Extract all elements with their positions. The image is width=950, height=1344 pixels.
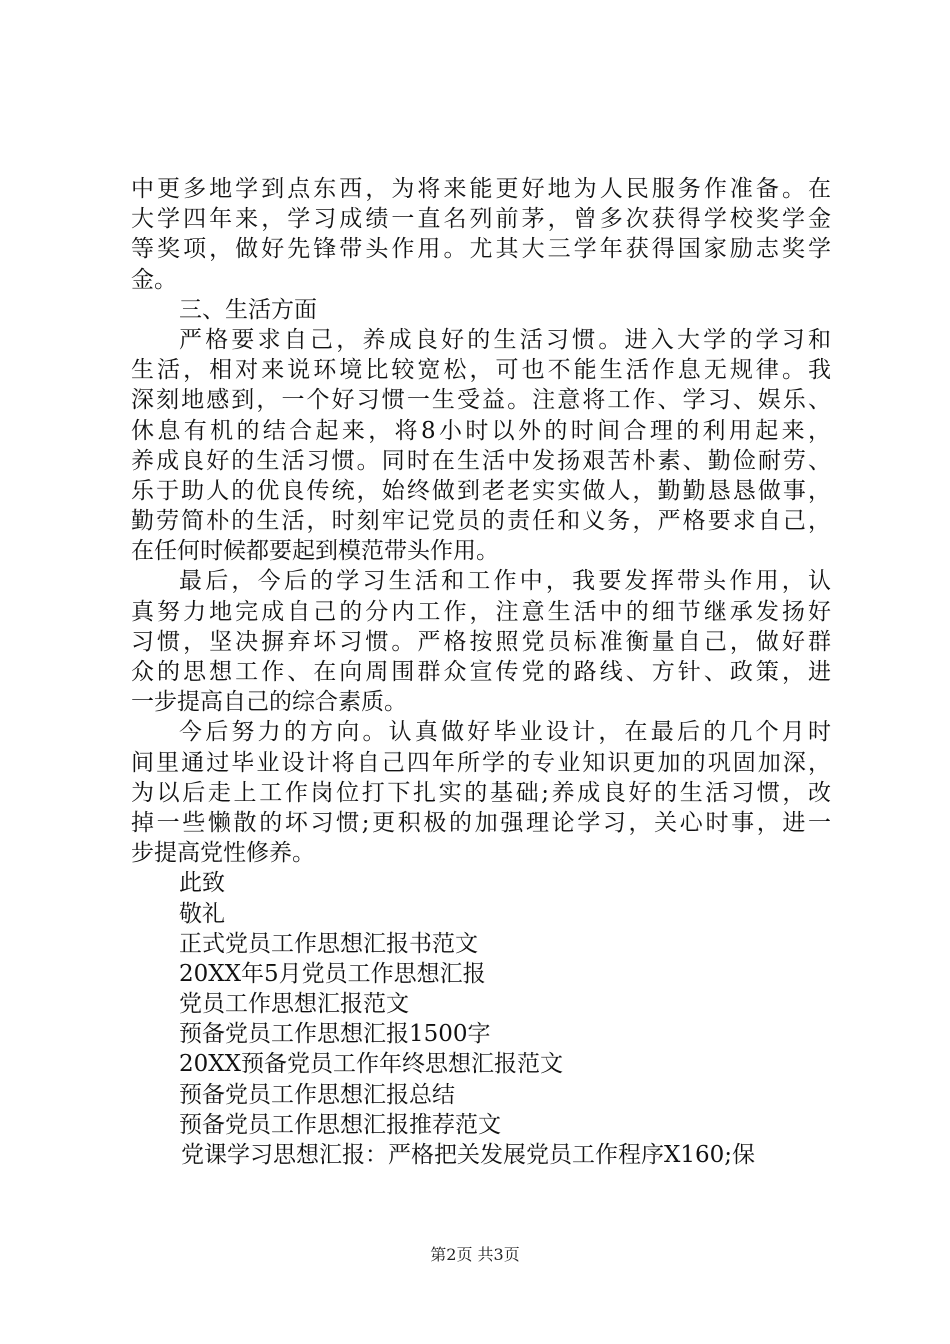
related-title: 正式党员工作思想汇报书范文	[179, 930, 478, 957]
related-title: 党员工作思想汇报范文	[179, 991, 409, 1018]
related-title: 预备党员工作思想汇报推荐范文	[179, 1111, 501, 1138]
text-line: 生活，相对来说环境比较宽松，可也不能生活作息无规律。我	[131, 357, 831, 384]
text-line: 今后努力的方向。认真做好毕业设计，在最后的几个月时	[179, 719, 831, 746]
text-line: 真努力地完成自己的分内工作，注意生活中的细节继承发扬好	[131, 598, 831, 625]
text-line: 严格要求自己，养成良好的生活习惯。进入大学的学习和	[179, 326, 831, 353]
text-line: 众的思想工作、在向周围群众宣传党的路线、方针、政策，进	[131, 659, 831, 685]
related-title: 党课学习思想汇报：严格把关发展党员工作程序X160;保	[181, 1142, 756, 1168]
related-title: 20XX预备党员工作年终思想汇报范文	[179, 1051, 564, 1078]
text-line: 习惯，坚决摒弃坏习惯。严格按照党员标准衡量自己，做好群	[131, 628, 831, 655]
text-line: 金。	[131, 266, 177, 293]
document-body	[131, 174, 831, 1170]
related-title: 预备党员工作思想汇报1500字	[179, 1021, 491, 1048]
closing-line: 敬礼	[179, 900, 225, 927]
text-line: 间里通过毕业设计将自己四年所学的专业知识更加的巩固加深，	[131, 749, 831, 776]
text-line: 为以后走上工作岗位打下扎实的基础;养成良好的生活习惯，改	[131, 779, 831, 806]
section-heading: 三、生活方面	[179, 296, 317, 323]
text-line: 最后，今后的学习生活和工作中，我要发挥带头作用，认	[179, 568, 831, 595]
text-line: 大学四年来，学习成绩一直名列前茅，曾多次获得学校奖学金	[131, 206, 831, 233]
page-number: 第2页 共3页	[430, 1245, 520, 1264]
text-line: 一步提高自己的综合素质。	[131, 689, 407, 716]
text-line: 掉一些懒散的坏习惯;更积极的加强理论学习，关心时事，进一	[131, 809, 831, 836]
text-line: 在任何时候都要起到模范带头作用。	[131, 538, 499, 565]
text-line: 勤劳简朴的生活，时刻牢记党员的责任和义务，严格要求自己，	[131, 508, 831, 535]
text-line: 深刻地感到，一个好习惯一生受益。注意将工作、学习、娱乐、	[131, 387, 831, 414]
related-title: 预备党员工作思想汇报总结	[179, 1081, 455, 1108]
text-line: 休息有机的结合起来，将8小时以外的时间合理的利用起来，	[131, 417, 831, 444]
text-line: 养成良好的生活习惯。同时在生活中发扬艰苦朴素、勤俭耐劳、	[131, 447, 831, 474]
closing-line: 此致	[179, 870, 225, 897]
text-line: 等奖项，做好先锋带头作用。尤其大三学年获得国家励志奖学	[131, 236, 831, 263]
text-line: 步提高党性修养。	[131, 840, 315, 867]
related-title: 20XX年5月党员工作思想汇报	[179, 960, 486, 987]
text-line: 乐于助人的优良传统，始终做到老老实实做人，勤勤恳恳做事，	[131, 477, 831, 504]
text-line: 中更多地学到点东西，为将来能更好地为人民服务作准备。在	[131, 176, 831, 202]
